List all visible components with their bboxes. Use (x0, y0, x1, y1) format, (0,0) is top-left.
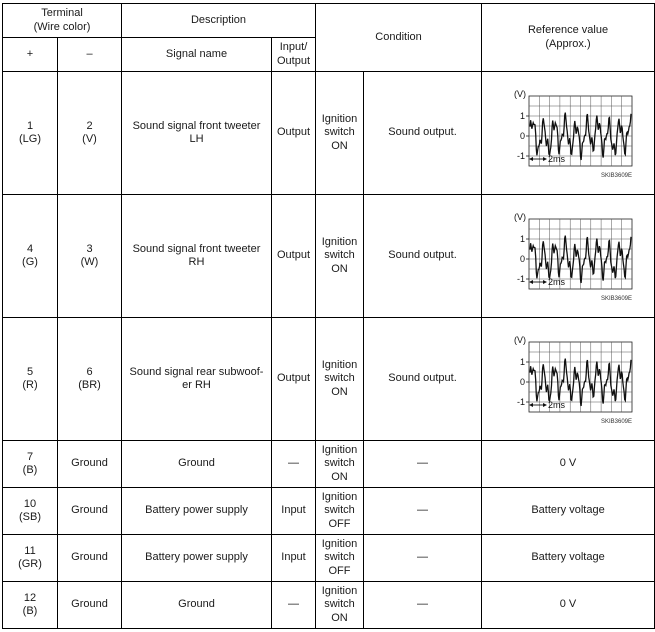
scope-tick-label: 1 (520, 111, 526, 121)
scope-tick-label: 0 (520, 254, 526, 264)
table-row (3, 535, 655, 582)
condition-header: Condition (316, 4, 482, 72)
terminal-plus: 7 (B) (3, 441, 58, 488)
scope-tick-label: 0 (520, 377, 526, 387)
terminal-table (2, 3, 655, 629)
condition-main: Ignition switch ON (316, 195, 364, 318)
table-row (3, 582, 655, 629)
signal-name: Sound signal front tweeter LH (122, 72, 272, 195)
scope-tick-label: -1 (517, 397, 526, 407)
time-scale-arrow-left (529, 280, 533, 284)
table-row (3, 195, 655, 318)
plus-header: + (3, 38, 58, 72)
input-output: Output (272, 318, 316, 441)
condition-main: Ignition switch ON (316, 582, 364, 629)
scope-unit-label: (V) (514, 212, 527, 222)
time-scale-arrow-right (543, 403, 547, 407)
table-row (3, 72, 655, 195)
reference-value: 0 V (482, 441, 655, 488)
waveform-chart (493, 329, 643, 429)
terminal-minus: 6 (BR) (58, 318, 122, 441)
scope-tick-label: -1 (517, 151, 526, 161)
terminal-plus: 5 (R) (3, 318, 58, 441)
scope-tick-label: 0 (520, 131, 526, 141)
figure-code: SKIB3609E (600, 296, 633, 302)
input-output: Input (272, 535, 316, 582)
input-output: Input (272, 488, 316, 535)
terminal-plus: 10 (SB) (3, 488, 58, 535)
table-row (3, 441, 655, 488)
scope-unit-label: (V) (514, 89, 527, 99)
condition-main: Ignition switch ON (316, 72, 364, 195)
time-scale-arrow-left (529, 157, 533, 161)
signal-name: Ground (122, 582, 272, 629)
signal-name: Sound signal front tweeter RH (122, 195, 272, 318)
condition-detail: — (364, 488, 482, 535)
condition-detail: Sound output. (364, 195, 482, 318)
scope-unit-label: (V) (514, 335, 527, 345)
reference-value: 0 V (482, 582, 655, 629)
condition-main: Ignition switch ON (316, 318, 364, 441)
input-output-header: Input/ Output (272, 38, 316, 72)
terminal-plus: 4 (G) (3, 195, 58, 318)
condition-main: Ignition switch OFF (316, 488, 364, 535)
condition-detail: Sound output. (364, 318, 482, 441)
signal-name: Battery power supply (122, 488, 272, 535)
time-scale-arrow-left (529, 403, 533, 407)
condition-main: Ignition switch OFF (316, 535, 364, 582)
table-row (3, 318, 655, 441)
table-row (3, 488, 655, 535)
time-scale-label: 2ms (548, 277, 566, 287)
input-output: — (272, 582, 316, 629)
reference-waveform (482, 195, 655, 318)
waveform-chart (493, 206, 643, 306)
time-scale-label: 2ms (548, 154, 566, 164)
terminal-minus: Ground (58, 488, 122, 535)
input-output: Output (272, 195, 316, 318)
condition-detail: — (364, 582, 482, 629)
time-scale-arrow-right (543, 157, 547, 161)
figure-code: SKIB3609E (600, 173, 633, 179)
waveform-chart (493, 83, 643, 183)
input-output: Output (272, 72, 316, 195)
terminal-plus: 1 (LG) (3, 72, 58, 195)
reference-waveform (482, 318, 655, 441)
minus-header: – (58, 38, 122, 72)
signal-name: Ground (122, 441, 272, 488)
time-scale-label: 2ms (548, 400, 566, 410)
description-header: Description (122, 4, 316, 38)
condition-main: Ignition switch ON (316, 441, 364, 488)
time-scale-arrow-right (543, 280, 547, 284)
terminal-plus: 12 (B) (3, 582, 58, 629)
terminal-header: Terminal (Wire color) (3, 4, 122, 38)
terminal-plus: 11 (GR) (3, 535, 58, 582)
reference-value: Battery voltage (482, 488, 655, 535)
signal-name: Sound signal rear subwoof- er RH (122, 318, 272, 441)
terminal-minus: Ground (58, 582, 122, 629)
terminal-minus: 2 (V) (58, 72, 122, 195)
figure-code: SKIB3609E (600, 419, 633, 425)
condition-detail: — (364, 535, 482, 582)
input-output: — (272, 441, 316, 488)
condition-detail: Sound output. (364, 72, 482, 195)
scope-tick-label: 1 (520, 234, 526, 244)
terminal-minus: Ground (58, 441, 122, 488)
terminal-minus: 3 (W) (58, 195, 122, 318)
signal-name: Battery power supply (122, 535, 272, 582)
reference-waveform (482, 72, 655, 195)
reference-header: Reference value (Approx.) (482, 4, 655, 72)
reference-value: Battery voltage (482, 535, 655, 582)
scope-tick-label: 1 (520, 357, 526, 367)
scope-tick-label: -1 (517, 274, 526, 284)
signal-name-header: Signal name (122, 38, 272, 72)
terminal-minus: Ground (58, 535, 122, 582)
condition-detail: — (364, 441, 482, 488)
